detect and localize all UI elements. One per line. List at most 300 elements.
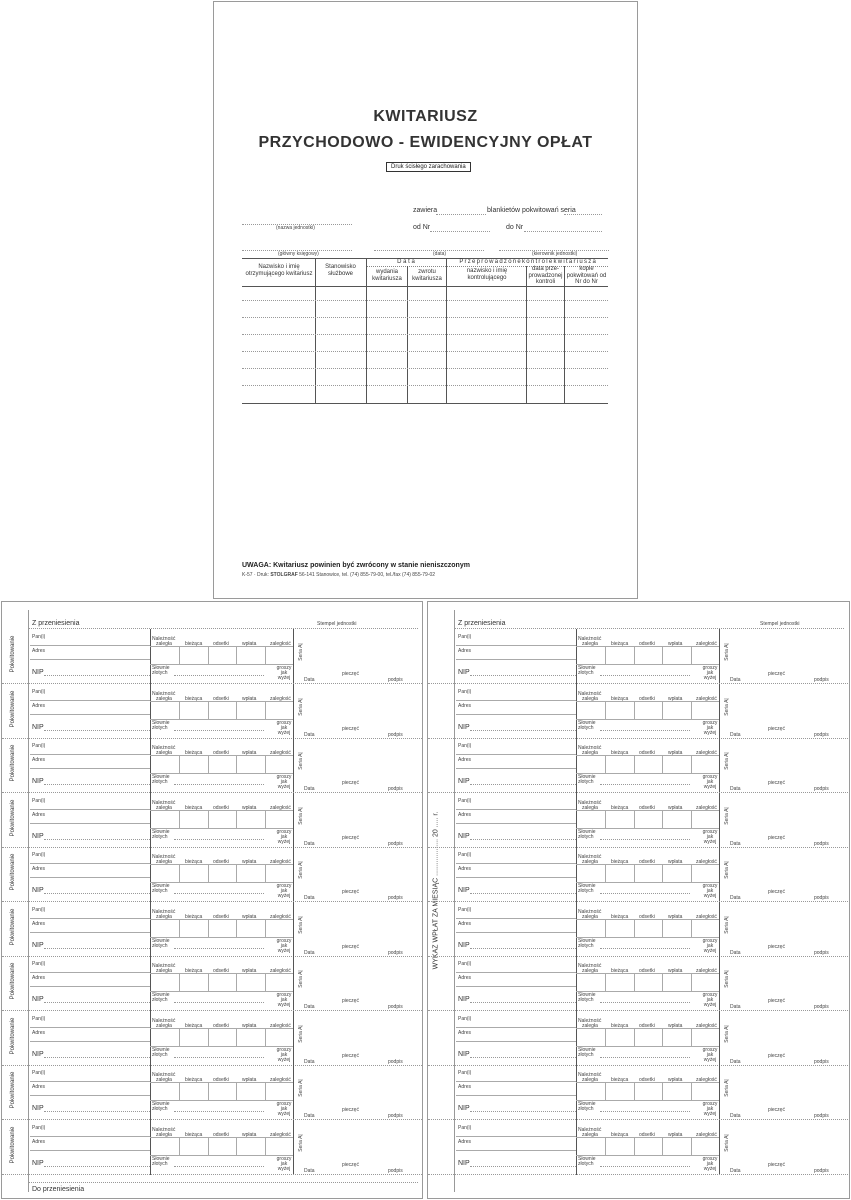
amount-col-odsetki: odsetki [639, 696, 655, 702]
unit-name-caption: (nazwa jednostki) [276, 225, 315, 231]
amount-col-wplata: wpłata [242, 805, 257, 811]
payer-label: Pan(i) [458, 1070, 472, 1076]
payer-label: Pan(i) [32, 961, 46, 967]
payer-label: Pan(i) [32, 1125, 46, 1131]
receipt-row [428, 902, 848, 957]
amount-due-label: Należność [152, 636, 176, 642]
amount-due-label: Należność [578, 963, 602, 969]
receipt-sheet-right [427, 601, 850, 1199]
seal-label: pieczęć [342, 1053, 359, 1059]
amount-col-zaleglosc: zaległość [696, 968, 717, 974]
receipt-side-label: Pokwitowanie [10, 744, 16, 782]
nip-label: NIP [458, 1160, 470, 1167]
amount-col-odsetki: odsetki [213, 859, 229, 865]
amount-col-wplata: wpłata [668, 1132, 683, 1138]
series-label: Seria A| [298, 970, 304, 988]
receipt-row [2, 1120, 422, 1175]
nip-label: NIP [32, 1105, 44, 1112]
grosze-label: groszy jak wyżej [702, 1156, 718, 1172]
grosze-label: groszy jak wyżej [276, 1047, 292, 1063]
seal-label: pieczęć [768, 835, 785, 841]
amount-col-zalegla: zaległa [156, 1023, 172, 1029]
amount-col-zaleglosc: zaległość [270, 750, 291, 756]
receipt-row [428, 629, 848, 684]
amount-col-odsetki: odsetki [639, 1023, 655, 1029]
amount-col-odsetki: odsetki [213, 914, 229, 920]
amount-col-odsetki: odsetki [639, 750, 655, 756]
amount-col-biezaca: bieżąca [185, 914, 203, 920]
in-words-label: Słownie złotych [578, 938, 596, 949]
address-label: Adres [32, 757, 46, 763]
nip-label: NIP [32, 887, 44, 894]
amount-col-zaleglosc: zaległość [696, 1023, 717, 1029]
receipt-side-label: Pokwitowanie [10, 1017, 16, 1055]
receipt-row [428, 1120, 848, 1175]
seal-label: pieczęć [342, 944, 359, 950]
amount-col-wplata: wpłata [668, 1077, 683, 1083]
address-label: Adres [458, 921, 472, 927]
series-label: Seria A| [298, 916, 304, 934]
receipt-side-label: Pokwitowanie [10, 1126, 16, 1164]
amount-col-odsetki: odsetki [639, 641, 655, 647]
amount-due-label: Należność [578, 800, 602, 806]
nip-label: NIP [458, 724, 470, 731]
grosze-label: groszy jak wyżej [276, 829, 292, 845]
seal-label: pieczęć [342, 998, 359, 1004]
nip-label: NIP [32, 996, 44, 1003]
col-header-controller: nazwisko i imię kontrolującego [466, 268, 508, 281]
amount-col-biezaca: bieżąca [611, 1132, 629, 1138]
amount-col-wplata: wpłata [242, 641, 257, 647]
signature-label: podpis [814, 841, 829, 847]
amount-due-label: Należność [578, 636, 602, 642]
amount-col-biezaca: bieżąca [611, 641, 629, 647]
signature-label: podpis [814, 1059, 829, 1065]
address-label: Adres [32, 866, 46, 872]
in-words-label: Słownie złotych [152, 665, 170, 676]
amount-col-wplata: wpłata [668, 750, 683, 756]
amount-due-label: Należność [578, 854, 602, 860]
amount-col-zaleglosc: zaległość [696, 696, 717, 702]
amount-col-zalegla: zaległa [156, 750, 172, 756]
amount-col-wplata: wpłata [242, 914, 257, 920]
amount-col-biezaca: bieżąca [185, 750, 203, 756]
grosze-label: groszy jak wyżej [702, 883, 718, 899]
amount-due-label: Należność [578, 745, 602, 751]
amount-col-zaleglosc: zaległość [270, 1132, 291, 1138]
unit-stamp-label: Stempel jednostki [317, 621, 357, 627]
receipt-row [2, 956, 422, 1011]
in-words-label: Słownie złotych [578, 1047, 596, 1058]
receipt-side-label: Pokwitowanie [10, 635, 16, 673]
warning-note [242, 562, 470, 569]
amount-col-zalegla: zaległa [582, 1132, 598, 1138]
in-words-label: Słownie złotych [578, 883, 596, 894]
grosze-label: groszy jak wyżej [702, 992, 718, 1008]
manager-caption: (kierownik jednostki) [532, 251, 578, 257]
series-label: Seria A| [724, 916, 730, 934]
payer-label: Pan(i) [32, 634, 46, 640]
receipt-side-label: Pokwitowanie [10, 1071, 16, 1109]
amount-due-label: Należność [152, 800, 176, 806]
col-header-controls: P r z e p r o w a d z o n e k o n t r o l e k w i t a r i u s z a [459, 259, 596, 265]
amount-col-zalegla: zaległa [582, 968, 598, 974]
signature-label: podpis [814, 950, 829, 956]
payer-label: Pan(i) [458, 852, 472, 858]
amount-col-zalegla: zaległa [582, 914, 598, 920]
amount-col-zalegla: zaległa [582, 641, 598, 647]
amount-col-zaleglosc: zaległość [270, 914, 291, 920]
amount-col-odsetki: odsetki [213, 1077, 229, 1083]
amount-col-odsetki: odsetki [213, 696, 229, 702]
signature-label: podpis [388, 677, 403, 683]
amount-col-zaleglosc: zaległość [696, 914, 717, 920]
amount-col-odsetki: odsetki [639, 968, 655, 974]
seal-label: pieczęć [342, 889, 359, 895]
in-words-label: Słownie złotych [578, 774, 596, 785]
amount-col-biezaca: bieżąca [185, 1077, 203, 1083]
address-label: Adres [32, 1030, 46, 1036]
nip-label: NIP [458, 996, 470, 1003]
amount-col-biezaca: bieżąca [185, 805, 203, 811]
warning-label: UWAGA: [242, 562, 272, 569]
receipt-row [2, 902, 422, 957]
amount-col-zalegla: zaległa [582, 859, 598, 865]
grosze-label: groszy jak wyżej [276, 1101, 292, 1117]
series-label: Seria A| [298, 643, 304, 661]
printer-brand: STOLGRAF [270, 572, 298, 578]
in-words-label: Słownie złotych [578, 665, 596, 676]
amount-col-zaleglosc: zaległość [696, 859, 717, 865]
amount-col-zalegla: zaległa [156, 859, 172, 865]
amount-col-wplata: wpłata [242, 1132, 257, 1138]
seal-label: pieczęć [768, 889, 785, 895]
receipt-side-label: Pokwitowanie [10, 690, 16, 728]
in-words-label: Słownie złotych [152, 829, 170, 840]
receipt-row [2, 847, 422, 902]
date-label: Data [304, 1004, 315, 1010]
amount-col-biezaca: bieżąca [611, 1023, 629, 1029]
signature-label: podpis [388, 895, 403, 901]
amount-col-zalegla: zaległa [582, 1023, 598, 1029]
amount-col-odsetki: odsetki [639, 805, 655, 811]
signature-label: podpis [388, 732, 403, 738]
amount-col-zaleglosc: zaległość [270, 859, 291, 865]
col-header-name: Nazwisko i imię otrzymującego kwitariusz [245, 264, 313, 277]
cover-subtitle: PRZYCHODOWO - EWIDENCYJNY OPŁAT [258, 134, 593, 151]
receipt-row [428, 956, 848, 1011]
seal-label: pieczęć [342, 1107, 359, 1113]
amount-due-label: Należność [152, 909, 176, 915]
receipt-row [428, 738, 848, 793]
in-words-label: Słownie złotych [578, 829, 596, 840]
address-label: Adres [458, 812, 472, 818]
amount-col-zaleglosc: zaległość [696, 1077, 717, 1083]
nip-label: NIP [458, 887, 470, 894]
seal-label: pieczęć [768, 780, 785, 786]
payer-label: Pan(i) [458, 961, 472, 967]
col-header-date: D a t a [397, 259, 415, 265]
grosze-label: groszy jak wyżej [276, 883, 292, 899]
in-words-label: Słownie złotych [578, 1101, 596, 1112]
series-label: Seria A| [724, 861, 730, 879]
cover-title: KWITARIUSZ [373, 108, 478, 125]
amount-col-zalegla: zaległa [156, 1132, 172, 1138]
receipt-side-label: Pokwitowanie [10, 962, 16, 1000]
payer-label: Pan(i) [32, 743, 46, 749]
amount-due-label: Należność [152, 854, 176, 860]
amount-col-zaleglosc: zaległość [270, 968, 291, 974]
series-label: Seria A| [724, 752, 730, 770]
amount-col-biezaca: bieżąca [185, 1132, 203, 1138]
address-label: Adres [458, 975, 472, 981]
grosze-label: groszy jak wyżej [276, 1156, 292, 1172]
amount-col-zalegla: zaległa [582, 750, 598, 756]
date-label: Data [730, 1168, 741, 1174]
seal-label: pieczęć [342, 780, 359, 786]
nip-label: NIP [458, 833, 470, 840]
amount-col-wplata: wpłata [242, 1023, 257, 1029]
receipt-side-label: Pokwitowanie [10, 799, 16, 837]
amount-col-zaleglosc: zaległość [270, 805, 291, 811]
date-caption: (data) [433, 251, 447, 257]
grosze-label: groszy jak wyżej [702, 938, 718, 954]
amount-col-biezaca: bieżąca [185, 859, 203, 865]
col-header-control-date: data prze-prowadzonej kontroli [528, 266, 563, 286]
amount-due-label: Należność [578, 691, 602, 697]
receipt-row [2, 793, 422, 848]
amount-col-odsetki: odsetki [213, 641, 229, 647]
amount-due-label: Należność [152, 1072, 176, 1078]
amount-due-label: Należność [152, 1018, 176, 1024]
payer-label: Pan(i) [458, 1125, 472, 1131]
seal-label: pieczęć [768, 671, 785, 677]
amount-col-biezaca: bieżąca [185, 968, 203, 974]
amount-col-zalegla: zaległa [156, 641, 172, 647]
nip-label: NIP [32, 669, 44, 676]
receipt-sheet-left [1, 601, 423, 1199]
amount-col-odsetki: odsetki [213, 968, 229, 974]
series-label: Seria A| [724, 807, 730, 825]
amount-col-biezaca: bieżąca [185, 696, 203, 702]
in-words-label: Słownie złotych [152, 938, 170, 949]
receipt-row [428, 1011, 848, 1066]
signature-label: podpis [814, 786, 829, 792]
amount-col-biezaca: bieżąca [611, 859, 629, 865]
nip-label: NIP [458, 942, 470, 949]
date-label: Data [730, 841, 741, 847]
nip-label: NIP [32, 724, 44, 731]
amount-col-wplata: wpłata [668, 968, 683, 974]
amount-col-wplata: wpłata [668, 914, 683, 920]
grosze-label: groszy jak wyżej [276, 938, 292, 954]
col-header-issued: wydania kwitariusza [372, 269, 402, 282]
amount-col-odsetki: odsetki [639, 1077, 655, 1083]
in-words-label: Słownie złotych [578, 720, 596, 731]
in-words-label: Słownie złotych [578, 1156, 596, 1167]
payer-label: Pan(i) [32, 689, 46, 695]
in-words-label: Słownie złotych [152, 1047, 170, 1058]
date-label: Data [730, 950, 741, 956]
nip-label: NIP [458, 669, 470, 676]
date-label: Data [730, 732, 741, 738]
payer-label: Pan(i) [458, 907, 472, 913]
amount-col-zaleglosc: zaległość [696, 805, 717, 811]
col-header-position: Stanowisko służbowe [325, 264, 356, 277]
amount-col-wplata: wpłata [668, 696, 683, 702]
in-words-label: Słownie złotych [578, 992, 596, 1003]
strict-record-badge: Druk ścisłego zarachowania [386, 162, 471, 172]
amount-col-zaleglosc: zaległość [270, 1023, 291, 1029]
nip-label: NIP [32, 778, 44, 785]
col-header-returned: zwrotu kwitariusza [412, 269, 442, 282]
amount-col-biezaca: bieżąca [611, 805, 629, 811]
date-label: Data [304, 677, 315, 683]
payer-label: Pan(i) [458, 798, 472, 804]
series-label: Seria A| [298, 698, 304, 716]
series-label: Seria A| [298, 1025, 304, 1043]
nip-label: NIP [458, 1105, 470, 1112]
grosze-label: groszy jak wyżej [276, 720, 292, 736]
receipt-row [428, 1065, 848, 1120]
cover-page [213, 1, 638, 599]
receipt-side-label: Pokwitowanie [10, 853, 16, 891]
signature-label: podpis [814, 732, 829, 738]
series-label: Seria A| [298, 752, 304, 770]
date-label: Data [730, 1059, 741, 1065]
payer-label: Pan(i) [32, 798, 46, 804]
series-label: Seria A| [298, 1079, 304, 1097]
form-code: K-57 · Druk: [242, 572, 269, 578]
address-label: Adres [32, 1139, 46, 1145]
grosze-label: groszy jak wyżej [702, 665, 718, 681]
signature-label: podpis [388, 786, 403, 792]
carried-forward-label-right: Z przeniesienia [458, 620, 506, 627]
grosze-label: groszy jak wyżej [276, 774, 292, 790]
do-nr-label: do Nr [506, 224, 524, 231]
nip-label: NIP [32, 942, 44, 949]
chief-accountant-caption: (główny księgowy) [278, 251, 319, 257]
payer-label: Pan(i) [32, 907, 46, 913]
signature-label: podpis [814, 677, 829, 683]
amount-due-label: Należność [578, 1018, 602, 1024]
receipt-row [2, 684, 422, 739]
date-label: Data [730, 1113, 741, 1119]
date-label: Data [304, 732, 315, 738]
col-header-copies: kopie pokwitowań od Nr do Nr [566, 266, 607, 286]
amount-col-biezaca: bieżąca [185, 1023, 203, 1029]
amount-col-zalegla: zaległa [156, 914, 172, 920]
address-label: Adres [458, 866, 472, 872]
amount-col-wplata: wpłata [242, 696, 257, 702]
grosze-label: groszy jak wyżej [702, 829, 718, 845]
date-label: Data [730, 1004, 741, 1010]
seal-label: pieczęć [768, 1162, 785, 1168]
amount-col-zalegla: zaległa [156, 1077, 172, 1083]
address-label: Adres [32, 975, 46, 981]
seal-label: pieczęć [768, 726, 785, 732]
seal-label: pieczęć [768, 1053, 785, 1059]
grosze-label: groszy jak wyżej [702, 1047, 718, 1063]
od-nr-label: od Nr [413, 224, 431, 231]
series-label: Seria A| [298, 861, 304, 879]
amount-col-odsetki: odsetki [213, 1023, 229, 1029]
payer-label: Pan(i) [458, 1016, 472, 1022]
grosze-label: groszy jak wyżej [702, 720, 718, 736]
amount-col-wplata: wpłata [242, 968, 257, 974]
amount-due-label: Należność [578, 1127, 602, 1133]
amount-col-wplata: wpłata [242, 1077, 257, 1083]
amount-col-zaleglosc: zaległość [696, 641, 717, 647]
payer-label: Pan(i) [458, 689, 472, 695]
series-label: Seria A| [298, 807, 304, 825]
signature-label: podpis [814, 1168, 829, 1174]
amount-col-wplata: wpłata [242, 859, 257, 865]
address-label: Adres [32, 648, 46, 654]
receipt-row [2, 629, 422, 684]
amount-col-zalegla: zaległa [582, 1077, 598, 1083]
address-label: Adres [458, 1139, 472, 1145]
date-label: Data [304, 1113, 315, 1119]
address-label: Adres [458, 1030, 472, 1036]
amount-col-odsetki: odsetki [213, 750, 229, 756]
signature-label: podpis [388, 1168, 403, 1174]
amount-due-label: Należność [152, 1127, 176, 1133]
amount-col-odsetki: odsetki [639, 859, 655, 865]
seal-label: pieczęć [768, 1107, 785, 1113]
amount-col-wplata: wpłata [668, 1023, 683, 1029]
amount-col-zalegla: zaległa [156, 696, 172, 702]
amount-col-odsetki: odsetki [639, 914, 655, 920]
in-words-label: Słownie złotych [152, 883, 170, 894]
amount-col-wplata: wpłata [668, 805, 683, 811]
nip-label: NIP [32, 1051, 44, 1058]
address-label: Adres [458, 703, 472, 709]
signature-label: podpis [388, 1113, 403, 1119]
seal-label: pieczęć [342, 1162, 359, 1168]
carry-over-label: Do przeniesienia [32, 1186, 85, 1193]
amount-col-zaleglosc: zaległość [270, 1077, 291, 1083]
address-label: Adres [458, 648, 472, 654]
amount-due-label: Należność [578, 909, 602, 915]
series-label: Seria A| [724, 1079, 730, 1097]
signature-label: podpis [388, 841, 403, 847]
date-label: Data [730, 895, 741, 901]
payer-label: Pan(i) [32, 1016, 46, 1022]
printer-footer [242, 572, 435, 578]
date-label: Data [304, 895, 315, 901]
blankietow-label: blankietów pokwitowań seria [487, 207, 576, 214]
seal-label: pieczęć [342, 726, 359, 732]
seal-label: pieczęć [342, 835, 359, 841]
amount-col-wplata: wpłata [668, 859, 683, 865]
amount-col-odsetki: odsetki [213, 1132, 229, 1138]
amount-col-wplata: wpłata [242, 750, 257, 756]
amount-col-zalegla: zaległa [582, 805, 598, 811]
printer-address: 56-141 Stanowice, tel. (74) 855-79-00, tel./fax (74) 855-79-02 [299, 572, 436, 578]
series-label: Seria A| [298, 1134, 304, 1152]
in-words-label: Słownie złotych [152, 774, 170, 785]
amount-col-biezaca: bieżąca [611, 914, 629, 920]
receipt-side-label: Pokwitowanie [10, 908, 16, 946]
receipt-row [2, 738, 422, 793]
amount-col-zalegla: zaległa [582, 696, 598, 702]
receipt-row [428, 684, 848, 739]
grosze-label: groszy jak wyżej [276, 992, 292, 1008]
monthly-payments-heading: WYKAZ WPŁAT ZA MIESIĄC ................... 20 ..... r. [432, 811, 440, 970]
date-label: Data [304, 1168, 315, 1174]
address-label: Adres [458, 1084, 472, 1090]
